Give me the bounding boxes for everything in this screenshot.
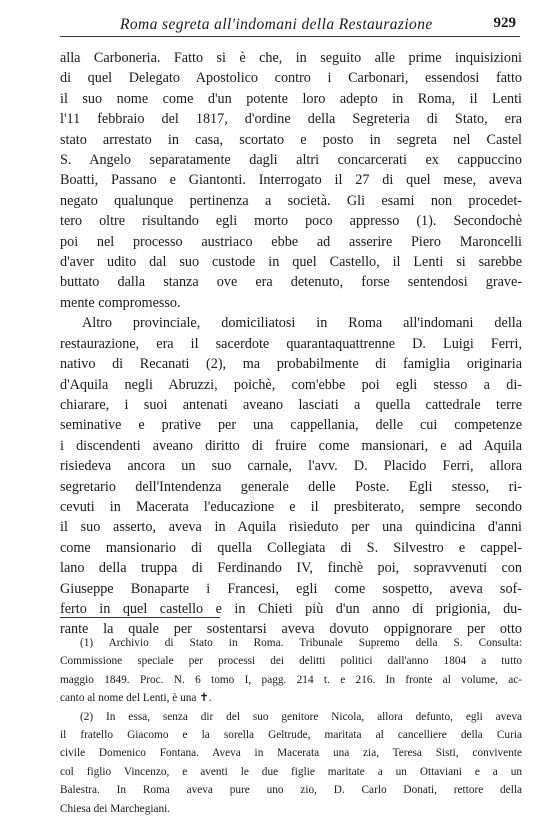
text-line: stato arrestato in casa, scortato e posto in segreta nel Castel [60, 131, 522, 148]
text-line: seminative e prative per una cappellania, delle cui competenze [60, 417, 522, 434]
text-line: nativo di Recanati (2), ma probabilmente di famiglia originaria [60, 356, 522, 373]
text-line: lano della truppa di Ferdinando IV, finchè poi, sopravvenuti con [60, 560, 522, 577]
footnote-line: civile Domenico Fontana. Aveva in Macerata una zia, Teresa Sisti, convivente [60, 747, 522, 760]
text-line: ferto in quel castello e in Chieti più d'un anno di prigionia, du- [60, 600, 522, 617]
footnote-line: maggio 1849. Proc. N. 6 tomo I, pagg. 214 t. e 216. In fronte al volume, ac- [60, 673, 522, 686]
footnote-line: (1) Archivio di Stato in Roma. Tribunale Supremo della S. Consulta: [80, 637, 522, 649]
text-line: negato qualunque pertinenza a società. Gli esami non procedet- [60, 192, 522, 209]
text-line: Boatti, Passano e Giantonti. Interrogato il 27 di quel mese, aveva [60, 172, 522, 189]
text-line: chiarare, i suoi antenati aveano lasciati a quella cattedrale terre [60, 396, 522, 413]
text-line: S. Angelo separatamente dagli altri concarcerati ex cappuccino [60, 152, 522, 169]
text-line: cevuti in Macerata l'educazione e il presbiterato, sempre secondo [60, 498, 522, 515]
text-line: Giuseppe Bonaparte i Francesi, egli come sospetto, aveva sof- [60, 580, 522, 597]
footnote-line: (2) In essa, senza dir del suo genitore Nicola, allora defunto, egli aveva [80, 710, 522, 723]
text-line: alla Carboneria. Fatto si è che, in seguito alle prime inquisizioni [60, 50, 522, 66]
text-line: Altro provinciale, domiciliatosi in Roma all'indomani della [82, 315, 522, 332]
footnote-line: col figlio Vincenzo, e aventi le due figlie maritate a un Ottaviani e a un [60, 765, 522, 778]
footnote-line: Balestra. In Roma aveva pure uno zio, D. Carlo Donati, rettore della [60, 784, 522, 797]
text-line: restaurazione, era il sacerdote quarantaquattrenne D. Luigi Ferri, [60, 335, 522, 352]
text-line: rante la quale per sostentarsi aveva dovuto oppignorare per otto [60, 621, 522, 638]
text-line: tero oltre risultando egli morto poco appresso (1). Secondochè [60, 213, 522, 230]
text-line: segretario dell'Intendenza generale delle Poste. Egli stesso, ri- [60, 478, 522, 495]
text-line: il suo nome come d'un potente loro adepto in Roma, il Lenti [60, 90, 522, 107]
main-text [60, 48, 522, 640]
text-line: come mansionario di quella Collegiata di S. Silvestro e cappel- [60, 539, 522, 556]
page-number: 929 [493, 15, 516, 31]
page-header [60, 14, 520, 37]
text-line: di quel Delegato Apostolico contro i Carbonari, essendosi fatto [60, 70, 522, 87]
text-line: mente compromesso. [60, 294, 181, 311]
text-line: buttato dalla stanza ove era detenuto, forse sentendosi grave- [60, 274, 522, 291]
footnote-line: il fratello Giacomo e la sorella Geltrude, maritata al cancelliere della Curia [60, 729, 522, 742]
running-title: Roma segreta all'indomani della Restaurazione [120, 16, 433, 33]
footnote-line: canto al nome del Lenti, è una ✝. [60, 692, 212, 705]
footnote-divider [60, 617, 220, 618]
text-line: il suo asserto, aveva in Aquila risieduto per una quindicina d'anni [60, 519, 522, 536]
text-line: i discendenti aveano diritto di fruire come mansionari, e ad Aquila [60, 437, 522, 454]
text-line: d'Aquila negli Abruzzi, poichè, com'ebbe poi egli stesso a di- [60, 376, 522, 393]
footnote-line: Chiesa dei Marchegiani. [60, 802, 171, 815]
text-line: l'11 febbraio del 1817, d'ordine della Segreteria di Stato, era [60, 111, 522, 128]
footnote-line: Commissione speciale per processi dei delitti politici dall'anno 1804 a tutto [60, 655, 522, 668]
text-line: risiedeva ancora un suo carnale, l'avv. D. Placido Ferri, allora [60, 458, 522, 475]
text-line: poi nel processo austriaco ebbe ad asserire Piero Maroncelli [60, 233, 522, 250]
footnotes [60, 634, 522, 818]
text-line: d'aver udito dal suo custode in quel Castello, il Lenti si sarebbe [60, 254, 522, 271]
